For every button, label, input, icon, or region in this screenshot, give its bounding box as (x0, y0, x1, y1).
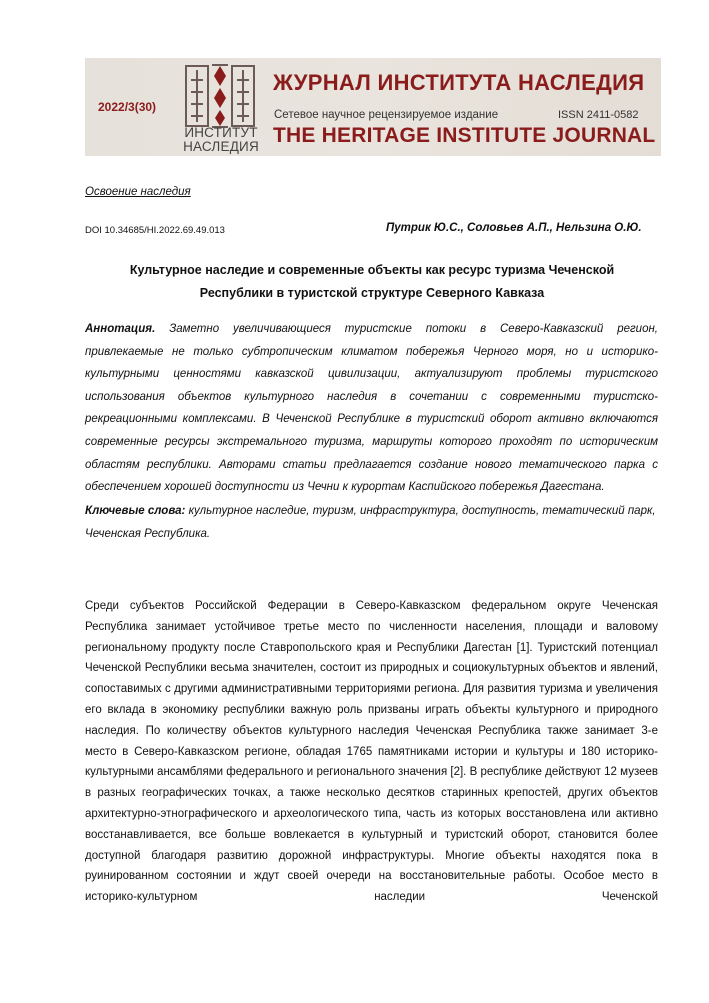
journal-header-banner (85, 58, 661, 156)
annotation-text: Заметно увеличивающиеся туристские потоки в Северо-Кавказский регион, привлекаемые не только субтропическим климатом побережья Черного моря, но и историко-культурными ценностями кавказской цивилизации, актуализируют проблемы туристского использования объектов культурного наследия в сочетании с современными туристско-рекреационными комплексами. В Чеченской Республике в туристский оборот активно включаются современные ресурсы экстремального туризма, маршруты которого проходят по историческим областям республики. Авторами статьи предлагается создание нового тематического парка с обеспечением хорошей доступности из Чечни к курортам Каспийского побережья Дагестана. (85, 323, 658, 494)
logo-line-2: НАСЛЕДИЯ (183, 139, 259, 154)
issue-number: 2022/3(30) (98, 100, 157, 114)
annotation-label: Аннотация. (85, 323, 156, 335)
keywords-text: культурное наследие, туризм, инфраструктура, доступность, тематический парк, Чеченская Республика. (85, 505, 656, 540)
article-doi: DOI 10.34685/HI.2022.69.49.013 (85, 225, 225, 236)
logo-line-1: ИНСТИТУТ (184, 125, 258, 140)
journal-issn: ISSN 2411-0582 (558, 109, 639, 121)
journal-subtitle: Сетевое научное рецензируемое издание (274, 109, 499, 121)
article-title: Культурное наследие и современные объекты как ресурс туризма Чеченской Республики в туристской структуре Северного Кавказа (129, 263, 615, 300)
journal-title-en: THE HERITAGE INSTITUTE JOURNAL (273, 124, 656, 147)
annotation-paragraph (85, 318, 658, 499)
article-authors: Путрик Ю.С., Соловьев А.П., Нельзина О.Ю. (386, 222, 642, 234)
journal-title-ru: ЖУРНАЛ ИНСТИТУТА НАСЛЕДИЯ (273, 70, 645, 95)
institute-logo-icon (180, 60, 260, 132)
keywords-label: Ключевые слова: (85, 505, 186, 517)
body-paragraph: Среди субъектов Российской Федерации в Северо-Кавказском федеральном округе Чеченская Республика занимает устойчивое третье место по численности населения, площади и валовому региональному продукту после Ставропольского края и Республики Дагестан [1]. Туристский потенциал Чеченской Республики весьма значителен, состоит из природных и социокультурных объектов и явлений, сопоставимых с другими административными территориями региона. Для развития туризма и увеличения его вклада в экономику республики важную роль призваны играть объекты культурного и природного наследия. По количеству объектов культурного наследия Чеченская Республика также занимает 3-е место в Северо-Кавказском регионе, обладая 1765 памятниками истории и культуры и 180 историко-культурными ансамблями федерального и регионального значения [2]. В республике действуют 12 музеев в разных географических точках, а также несколько десятков старинных крепостей, других объектов архитектурно-этнографического и археологического типа, часть из которых восстановлена или активно восстанавливается, все больше вовлекается в культурный и туристский оборот, становится более доступной благодаря развитию дорожной инфраструктуры. Многие объекты находятся пока в руинированном состоянии и ждут своей очереди на восстановительные работы. Особое место в историко-культурном наследии Чеченской (85, 600, 658, 904)
institute-logo-text (179, 126, 263, 154)
keywords-paragraph (85, 500, 658, 545)
section-rubric: Освоение наследия (85, 186, 191, 198)
